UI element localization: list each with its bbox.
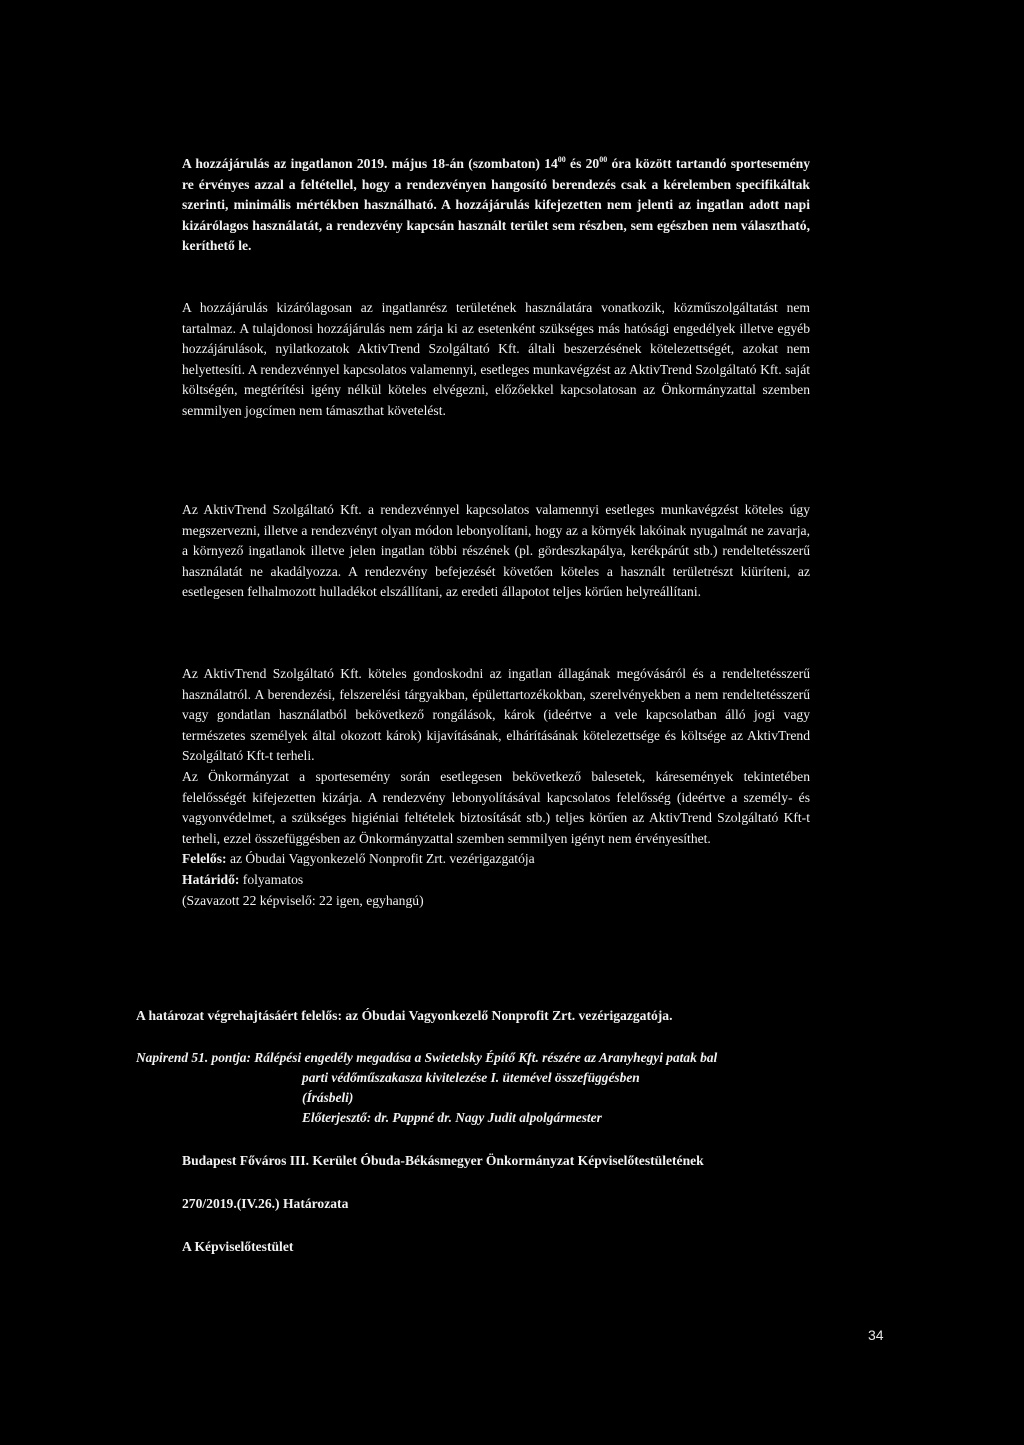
responsible-label: Felelős: [182,851,227,867]
agenda-title-line1: Rálépési engedély megadása a Swietelsky Építő Kft. részére az Aranyhegyi patak bal [250,1050,718,1065]
council-title: Budapest Főváros III. Kerület Óbuda-Békásmegyer Önkormányzat Képviselőtestületének [182,1153,704,1168]
agenda-type: (Írásbeli) [302,1090,354,1105]
paragraph-liability-exclusion: Az Önkormányzat a sportesemény során esetlegesen bekövetkező balesetek, káresemények tekintetében felelősségét kifejezetten kizárja. A rendezvény lebonyolításával kapcsolatos felelősség (ideértve a személy- és vagyonvédelmet, a szükséges higiéniai feltételek biztosítását stb.) teljes körűen az AktivTrend Szolgáltató Kft-t terheli, ezzel összefüggésben az Önkormányzattal szemben semmilyen igényt nem érvényesíthet. [182,768,810,846]
superscript: 00 [557,155,566,164]
text-run: óra között tartandó sportesemény re érvényes azzal a feltétellel, hogy a rendezvényen hangosító berendezés csak a kérelemben specifikáltak szerinti, minimális mértékben használható. A hozzájárulás kifejezetten nem jelenti az ingatlan adott napi kizárólagos használatát, a rendezvény kapcsán használt terület sem részben, sem egészben nem választható, keríthető le. [182,156,811,254]
deadline-label: Határidő: [182,871,240,887]
paragraph-group-liability [182,664,810,911]
vote-line: (Szavazott 22 képviselő: 22 igen, egyhangú) [182,892,424,908]
text-run: A hozzájárulás az ingatlanon 2019. május 18-án (szombaton) 14 [182,156,558,171]
responsible-value: az Óbudai Vagyonkezelő Nonprofit Zrt. vezérigazgatója [226,851,535,867]
text-run: és 20 [565,156,600,171]
paragraph-consent-conditions [182,150,810,257]
agenda-item [136,1048,876,1128]
superscript: 00 [599,155,608,164]
page-number: 34 [868,1327,884,1343]
execution-responsible-line: A határozat végrehajtásáért felelős: az Óbudai Vagyonkezelő Nonprofit Zrt. vezérigazgatója. [136,1008,673,1023]
decree-number: 270/2019.(IV.26.) Határozata [182,1196,349,1211]
agenda-presenter: Előterjesztő: dr. Pappné dr. Nagy Judit alpolgármester [302,1110,602,1125]
agenda-label: Napirend 51. pontja: [136,1050,251,1065]
responsible-line [182,849,810,870]
deadline-line [182,870,810,891]
paragraph-organizer-duties: Az AktivTrend Szolgáltató Kft. a rendezvénnyel kapcsolatos valamennyi esetleges munkavégzést köteles úgy megszervezni, illetve a rendezvényt olyan módon lebonyolítani, hogy az a környék lakóinak nyugalmát ne zavarja, a környező ingatlanok illetve jelen ingatlan többi részének (pl. gördeszkapálya, kerékpárút stb.) rendeltetésszerű használatát ne akadályozza. A rendezvény befejezését követően köteles a használt területrészt kiüríteni, az esetlegesen felhalmozott hulladékot elszállítani, az eredeti állapotot teljes körűen helyreállítani. [182,502,810,600]
board-heading: A Képviselőtestület [182,1239,294,1254]
deadline-value: folyamatos [239,871,304,887]
agenda-title-line2: parti védőműszakasza kivitelezése I. ütemével összefüggésben [302,1070,640,1085]
paragraph-consent-scope: A hozzájárulás kizárólagosan az ingatlanrész területének használatára vonatkozik, közműszolgáltatást nem tartalmaz. A tulajdonosi hozzájárulás nem zárja ki az esetenként szükséges más hatósági engedélyek illetve egyéb hozzájárulások, nyilatkozatok AktivTrend Szolgáltató Kft. általi beszerzésének kötelezettségét, azokat nem helyettesíti. A rendezvénnyel kapcsolatos valamennyi, esetleges munkavégzést az AktivTrend Szolgáltató Kft. saját költségén, megtérítési igény nélkül köteles elvégezni, előzőekkel kapcsolatosan az Önkormányzattal szemben semmilyen jogcímen nem támaszthat követelést. [182,300,810,418]
paragraph-property-care: Az AktivTrend Szolgáltató Kft. köteles gondoskodni az ingatlan állagának megóvásáról és a rendeltetésszerű használatról. A berendezési, felszerelési tárgyakban, épülettartozékokban, szerelvényekben a nem rendeltetésszerű vagy gondatlan használatból bekövetkező rongálások, károk (ideértve a vele kapcsolatban álló jogi vagy természetes személyek által okozott károk) kijavításának, elhárításának kötelezettsége és költsége az AktivTrend Szolgáltató Kft-t terheli. [182,666,810,764]
